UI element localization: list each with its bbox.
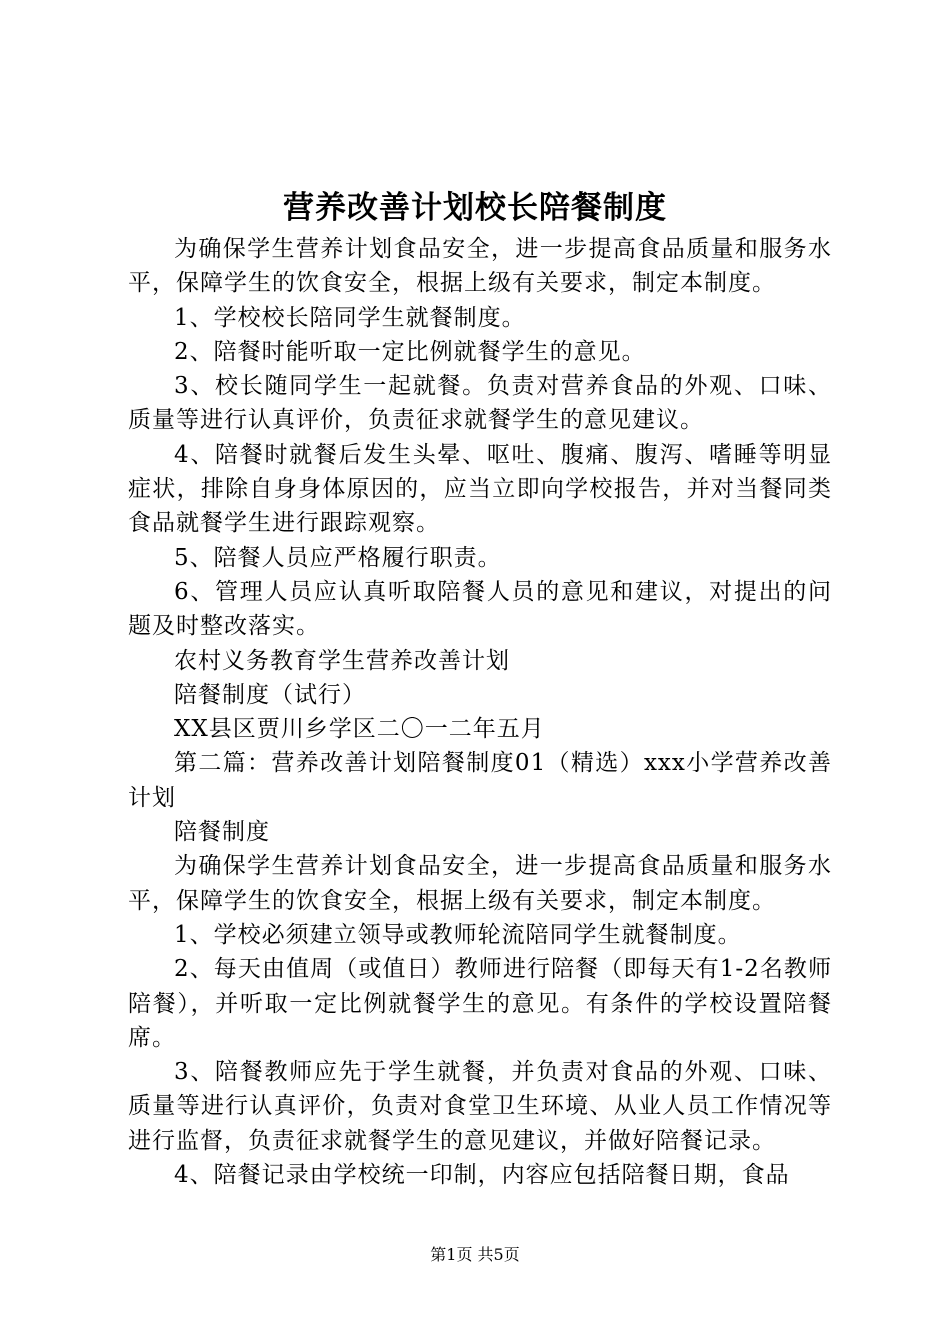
paragraph: 4、陪餐时就餐后发生头晕、呕吐、腹痛、腹泻、嗜睡等明显症状，排除自身身体原因的，应当立即向学校报告，并对当餐同类食品就餐学生进行跟踪观察。 [128, 441, 832, 537]
paragraph: 5、陪餐人员应严格履行职责。 [174, 544, 502, 571]
paragraph: 2、每天由值周（或值日）教师进行陪餐（即每天有1-2名教师陪餐），并听取一定比例就餐学生的意见。有条件的学校设置陪餐席。 [128, 956, 832, 1051]
page-number-footer: 第1页 共5页 [430, 1245, 520, 1264]
paragraph: 2、陪餐时能听取一定比例就餐学生的意见。 [174, 338, 646, 365]
paragraph: 3、校长随同学生一起就餐。负责对营养食品的外观、口味、质量等进行认真评价，负责征求就餐学生的意见建议。 [128, 373, 832, 434]
paragraph: XX县区贾川乡学区二〇一二年五月 [174, 716, 545, 743]
paragraph: 1、学校必须建立领导或教师轮流陪同学生就餐制度。 [174, 921, 742, 948]
paragraph: 陪餐制度（试行） [174, 681, 366, 708]
document-title: 营养改善计划校长陪餐制度 [283, 190, 667, 226]
paragraph: 第二篇：营养改善计划陪餐制度01（精选）xxx小学营养改善计划 [128, 750, 832, 811]
document-body [128, 232, 832, 1192]
paragraph: 6、管理人员应认真听取陪餐人员的意见和建议，对提出的问题及时整改落实。 [128, 578, 832, 640]
paragraph: 为确保学生营养计划食品安全，进一步提高食品质量和服务水平，保障学生的饮食安全，根据上级有关要求，制定本制度。 [128, 236, 832, 297]
paragraph: 农村义务教育学生营养改善计划 [174, 647, 510, 674]
paragraph: 4、陪餐记录由学校统一印制，内容应包括陪餐日期，食品 [174, 1162, 790, 1189]
paragraph: 陪餐制度 [174, 819, 270, 846]
paragraph: 为确保学生营养计划食品安全，进一步提高食品质量和服务水平，保障学生的饮食安全，根据上级有关要求，制定本制度。 [128, 853, 832, 914]
paragraph: 3、陪餐教师应先于学生就餐，并负责对食品的外观、口味、质量等进行认真评价，负责对食堂卫生环境、从业人员工作情况等进行监督，负责征求就餐学生的意见建议，并做好陪餐记录。 [128, 1059, 832, 1154]
paragraph: 1、学校校长陪同学生就餐制度。 [174, 304, 526, 331]
